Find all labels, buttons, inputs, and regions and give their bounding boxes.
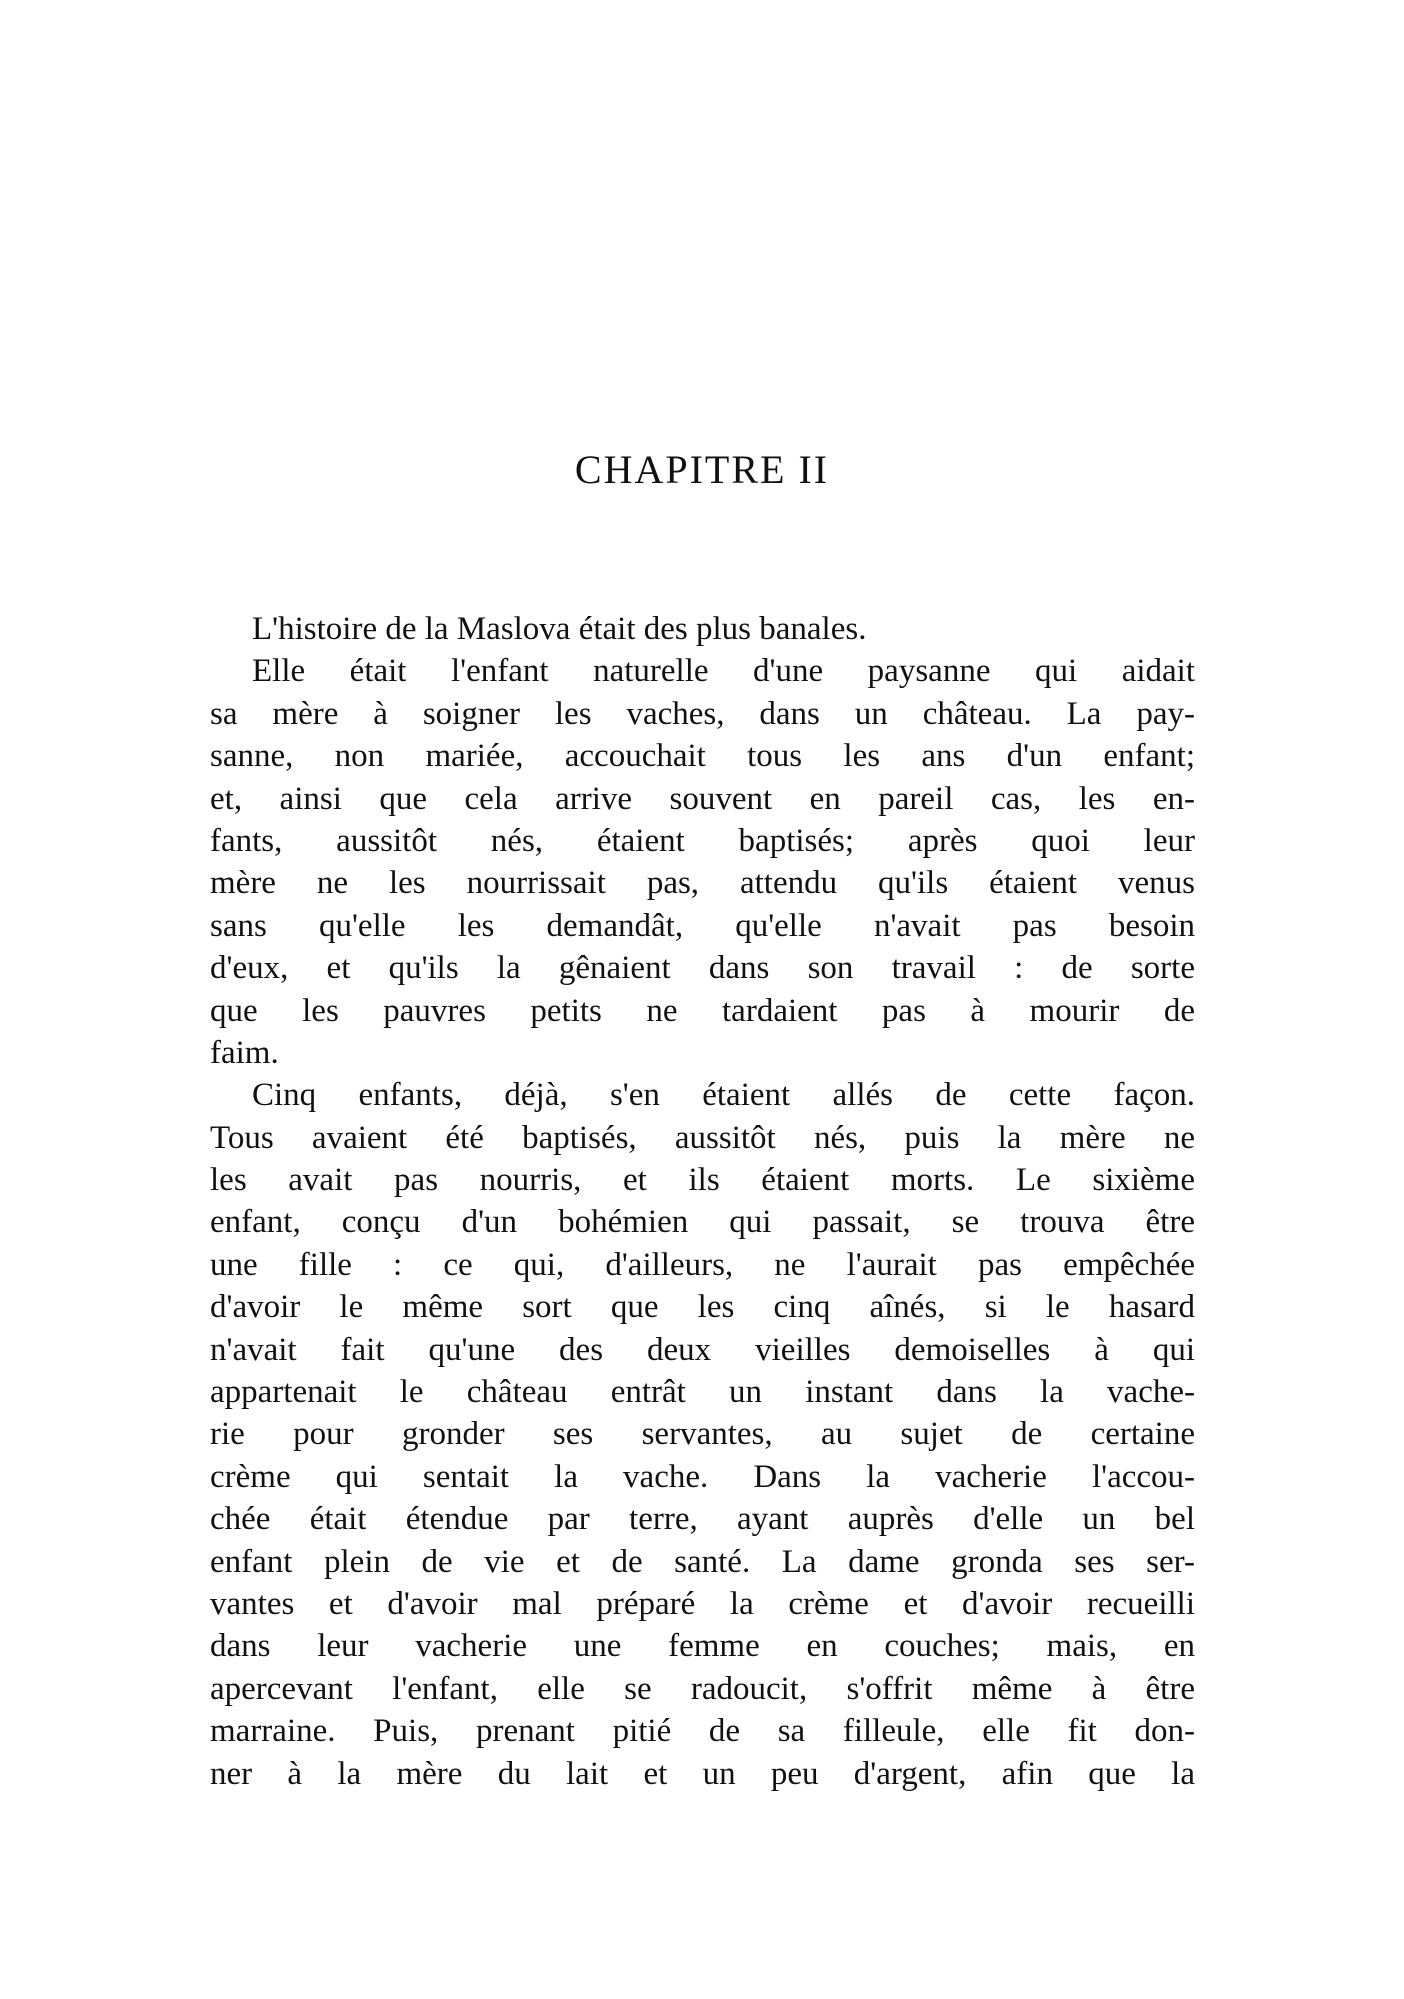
chapter-title: CHAPITRE II — [574, 447, 830, 492]
text-line: n'avait fait qu'une des deux vieilles demoiselles à qui — [210, 1331, 1195, 1368]
text-line: d'avoir le même sort que les cinq aînés, si le hasard — [210, 1289, 1195, 1326]
text-line: que les pauvres petits ne tardaient pas à mourir de — [210, 992, 1195, 1029]
text-line: apercevant l'enfant, elle se radoucit, s'offrit même à être — [210, 1670, 1195, 1707]
text-line: L'histoire de la Maslova était des plus banales. — [252, 611, 867, 647]
text-line: mère ne les nourrissait pas, attendu qu'ils étaient venus — [210, 865, 1195, 902]
text-line: Cinq enfants, déjà, s'en étaient allés de cette façon. — [252, 1077, 1195, 1114]
text-line: sanne, non mariée, accouchait tous les ans d'un enfant; — [210, 738, 1195, 775]
text-line: vantes et d'avoir mal préparé la crème et d'avoir recueilli — [210, 1585, 1195, 1622]
body-text — [210, 608, 1195, 1795]
text-line: fants, aussitôt nés, étaient baptisés; après quoi leur — [210, 822, 1195, 859]
text-line: Elle était l'enfant naturelle d'une paysanne qui aidait — [252, 653, 1195, 690]
text-line: dans leur vacherie une femme en couches; mais, en — [210, 1628, 1195, 1665]
text-line: les avait pas nourris, et ils étaient morts. Le sixième — [210, 1162, 1195, 1199]
text-line: une fille : ce qui, d'ailleurs, ne l'aurait pas empêchée — [210, 1246, 1195, 1283]
text-line: enfant, conçu d'un bohémien qui passait, se trouva être — [210, 1204, 1195, 1241]
text-line: chée était étendue par terre, ayant auprès d'elle un bel — [210, 1501, 1195, 1538]
text-line: Tous avaient été baptisés, aussitôt nés, puis la mère ne — [210, 1119, 1195, 1156]
text-line: d'eux, et qu'ils la gênaient dans son travail : de sorte — [210, 950, 1195, 987]
text-line: enfant plein de vie et de santé. La dame gronda ses ser- — [210, 1543, 1195, 1580]
text-line: crème qui sentait la vache. Dans la vacherie l'accou- — [210, 1458, 1195, 1495]
text-line: marraine. Puis, prenant pitié de sa filleule, elle fit don- — [210, 1713, 1195, 1750]
text-line: appartenait le château entrât un instant dans la vache- — [210, 1374, 1195, 1411]
text-line: ner à la mère du lait et un peu d'argent, afin que la — [210, 1755, 1195, 1792]
text-line: rie pour gronder ses servantes, au sujet de certaine — [210, 1416, 1195, 1453]
text-line: sa mère à soigner les vaches, dans un château. La pay- — [210, 695, 1195, 732]
text-line: et, ainsi que cela arrive souvent en pareil cas, les en- — [210, 780, 1195, 817]
text-line: faim. — [210, 1034, 279, 1071]
text-line: sans qu'elle les demandât, qu'elle n'avait pas besoin — [210, 907, 1195, 944]
